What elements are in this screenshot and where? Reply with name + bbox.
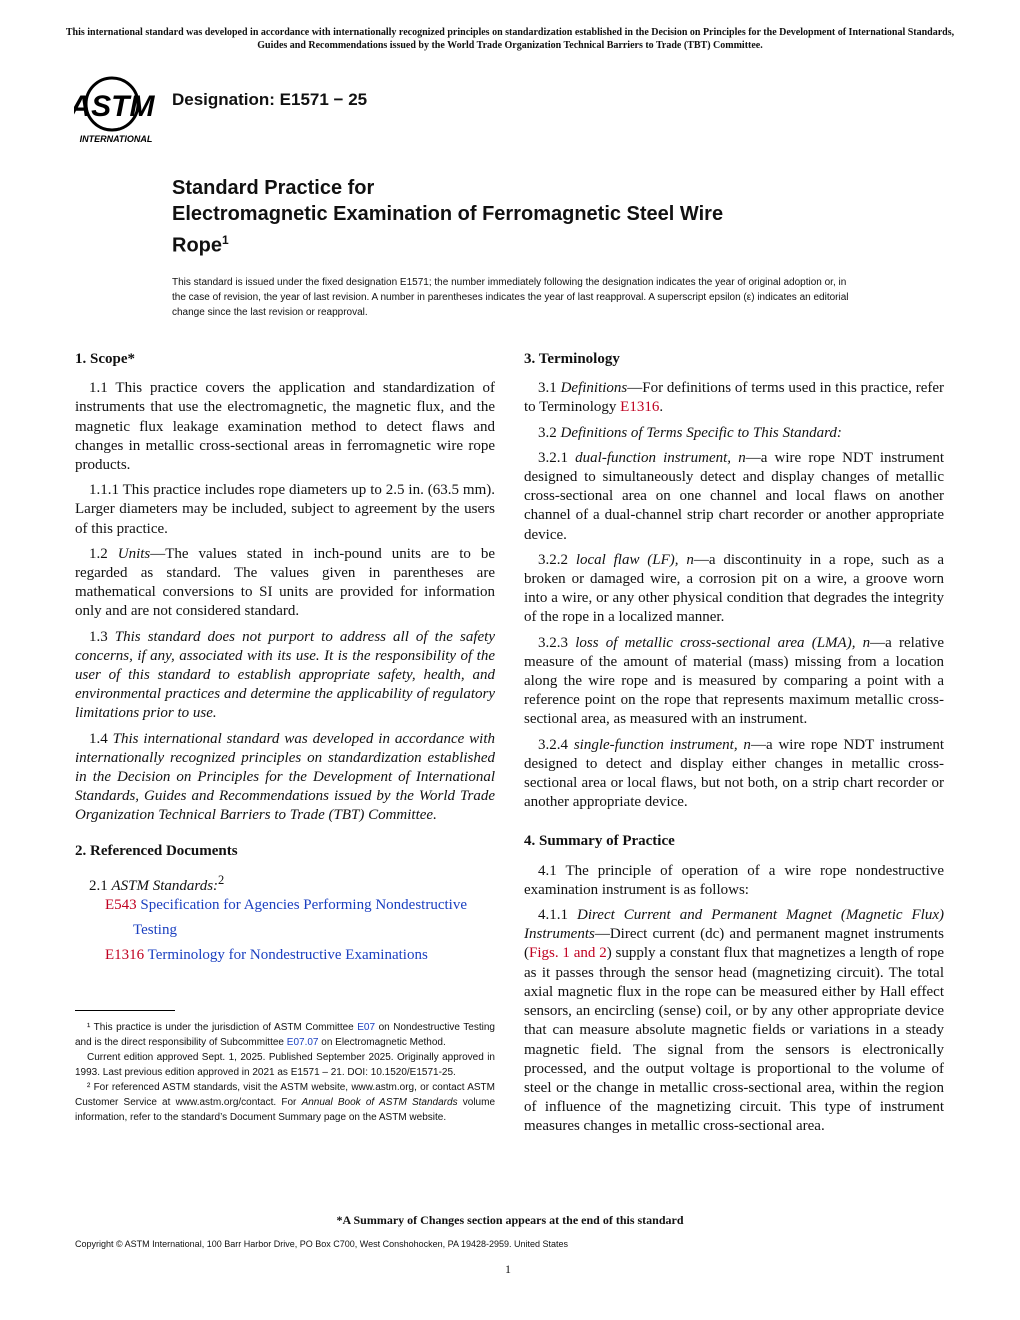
link-figs-1-2[interactable]: Figs. 1 and 2 [529,945,607,962]
section-4-heading: 4. Summary of Practice [524,833,675,850]
para-1-1: 1.1 This practice covers the application and standardization of instruments that use the electromagnetic, the magnetic flux, and the magnetic flux leakage examination method to detect flaws and changes in metallic cross-sectional areas in ferromagnetic wire rope products. [75,380,495,474]
para-3-2-2: 3.2.2 local flaw (LF), n—a discontinuity in a rope, such as a broken or damaged wire, a corrosion pit on a wire, a groove worn into a wire, or any other physical condition that degrades the integrity of the rope in a localized manner. [524,551,944,626]
link-e07[interactable]: E07 [357,1022,376,1033]
reference-e543-cont[interactable]: Testing [133,922,177,939]
footnote-1-edition: Current edition approved Sept. 1, 2025. Published September 2025. Originally approved in 1993. Last previous edition approved in 2021 as E1571 – 21. DOI: 10.1520/E1571-25. [75,1052,495,1078]
title-footnote-ref[interactable]: 1 [222,233,229,247]
para-1-4: 1.4 This international standard was developed in accordance with internationally recognized principles on standardization established in the Decision on Principles for the Development of International Standards, Guides and Recommendations issued by the World Trade Organization Technical Barriers to Trade (TBT) Committee. [75,730,495,824]
page-number: 1 [505,1262,511,1276]
footnotes [75,1020,495,1125]
para-4-1: 4.1 The principle of operation of a wire rope nondestructive examination instrument is as follows: [524,862,944,898]
section-2-heading: 2. Referenced Documents [75,842,238,859]
footnote-2: ² For referenced ASTM standards, visit the ASTM website, www.astm.org, or contact ASTM Customer Service at www.astm.org/contact. For Annual Book of ASTM Standards volume information, refer to the standard’s Document Summary page on the ASTM website. [75,1082,496,1123]
link-e1316[interactable]: E1316 [620,399,660,416]
right-column [524,350,944,1143]
left-column [75,350,495,972]
reference-list [89,896,495,966]
para-3-1: 3.1 Definitions—For definitions of terms used in this practice, refer to Terminology E1316. [524,380,944,416]
para-3-2-3: 3.2.3 loss of metallic cross-sectional area (LMA), n—a relative measure of the amount of material (mass) missing from a location along the wire rope and is measured by comparing a point with a reference point on the rope that represents maximum metallic cross-sectional area, as measured with an instrument. [524,634,944,728]
title-line-2: Electromagnetic Examination of Ferromagnetic Steel Wire [172,203,724,225]
designation: Designation: E1571 − 25 [172,90,368,109]
link-e07-07[interactable]: E07.07 [286,1037,319,1048]
para-2-1: 2.1 ASTM Standards:$^2$ [89,872,225,894]
astm-logo-icon [74,76,166,146]
summary-of-changes-note: *A Summary of Changes section appears at the end of this standard [336,1213,684,1227]
logo-subtitle: INTERNATIONAL [79,134,153,144]
para-3-2-4: 3.2.4 single-function instrument, n—a wire rope NDT instrument designed to detect and display either changes in metallic cross-sectional area or local flaws, but not both, on a strip chart recorder or another appropriate device. [524,736,944,811]
title-line-3: Rope [172,234,222,257]
para-3-2-1: 3.2.1 dual-function instrument, n—a wire rope NDT instrument designed to simultaneously detect and display changes of metallic cross-sectional area on one channel and local flaws on another channel of a dual-channel strip chart recorder or another appropriate device. [524,449,944,543]
wto-notice: This international standard was developed in accordance with internationally recognized principles on standardization established in the Decision on Principles for the Development of International Standards, Guides and Recommendations issued by the World Trade Organization Technical Barriers to Trade (TBT) Committee. [65,27,955,51]
logo-mark: ASTM [74,90,155,123]
footnote-1: ¹ This practice is under the jurisdiction of ASTM Committee E07 on Nondestructive Testing and is the direct responsibility of Subcommittee E07.07 on Electromagnetic Method. [75,1022,495,1048]
title-line-1: Standard Practice for [172,177,375,199]
para-1-1-1: 1.1.1 This practice includes rope diameters up to 2.5 in. (63.5 mm). Larger diameters may be included, subject to agreement by the users of this practice. [75,482,495,537]
reference-e1316[interactable]: E1316 Terminology for Nondestructive Examinations [105,947,428,964]
section-3-heading: 3. Terminology [524,351,620,367]
issuance-note: This standard is issued under the fixed designation E1571; the number immediately following the designation indicates the year of original adoption or, in the case of revision, the year of last revision. A number in parentheses indicates the year of last reapproval. A superscript epsilon (ε) indicates an editorial change since the last revision or reapproval. [172,277,849,318]
section-1-heading: 1. Scope* [75,351,135,367]
copyright: Copyright © ASTM International, 100 Barr Harbor Drive, PO Box C700, West Conshohocken, PA 19428-2959. United States [75,1239,569,1249]
para-4-1-1: 4.1.1 Direct Current and Permanent Magnet (Magnetic Flux) Instruments—Direct current (dc) and permanent magnet instruments (Figs. 1 and 2) supply a constant flux that magnetizes a length of rope as it passes through the sensor head (magnetizing circuit). The total axial magnetic flux in the rope can be measured either by Hall effect sensors, an encircling (sense) coil, or by any other appropriate device that can measure absolute magnetic fields or variations in a steady magnetic field. The signal from the sensors is electronically processed, and the output voltage is proportional to the volume of steel or the change in metallic cross-sectional area, within the region of influence of the magnetizing circuit. This type of instrument measures changes in metallic cross-sectional area. [524,907,945,1135]
para-1-3: 1.3 This standard does not purport to address all of the safety concerns, if any, associated with its use. It is the responsibility of the user of this standard to establish appropriate safety, health, and environmental practices and determine the applicability of regulatory limitations prior to use. [75,628,495,722]
astm-logo [74,76,166,146]
para-3-2: 3.2 Definitions of Terms Specific to This Standard: [538,424,842,441]
document-title [172,175,852,259]
reference-e543[interactable]: E543 Specification for Agencies Performing Nondestructive [105,897,467,914]
footnote-divider [75,1010,175,1011]
para-1-2: 1.2 Units—The values stated in inch-pound units are to be regarded as standard. The values given in parentheses are mathematical conversions to SI units are provided for information only and are not considered standard. [75,545,495,620]
